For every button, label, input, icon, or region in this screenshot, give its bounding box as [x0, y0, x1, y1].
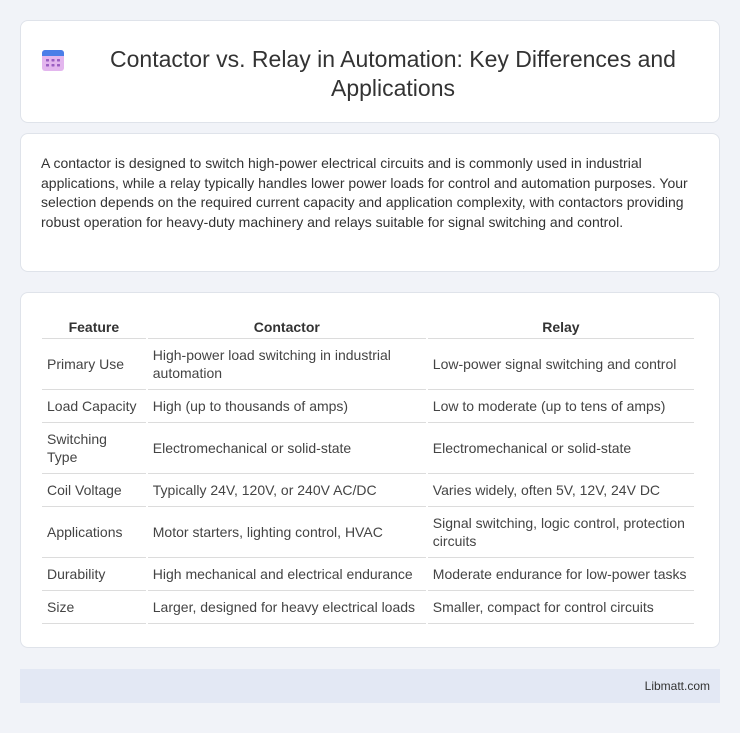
footer-brand-link[interactable]: Libmatt.com	[644, 679, 710, 693]
row-feature: Switching Type	[42, 423, 146, 474]
table-row	[42, 591, 694, 624]
row-contactor: High mechanical and electrical endurance	[148, 558, 426, 591]
header-relay: Relay	[428, 315, 694, 339]
header-card	[20, 20, 720, 123]
row-feature: Durability	[42, 558, 146, 591]
row-relay: Electromechanical or solid-state	[428, 423, 694, 474]
intro-card	[20, 133, 720, 272]
row-feature: Primary Use	[42, 339, 146, 390]
page-title: Contactor vs. Relay in Automation: Key Differences and Applications	[110, 46, 676, 101]
table-row	[42, 390, 694, 423]
row-feature: Size	[42, 591, 146, 624]
row-contactor: Motor starters, lighting control, HVAC	[148, 507, 426, 558]
row-feature: Applications	[42, 507, 146, 558]
footer	[20, 669, 720, 703]
table-row	[42, 558, 694, 591]
row-relay: Smaller, compact for control circuits	[428, 591, 694, 624]
table-row	[42, 339, 694, 390]
header-contactor: Contactor	[148, 315, 426, 339]
table-header-row	[42, 315, 694, 339]
row-contactor: High-power load switching in industrial automation	[148, 339, 426, 390]
calendar-icon	[41, 48, 65, 72]
row-feature: Coil Voltage	[42, 474, 146, 507]
header-feature: Feature	[42, 315, 146, 339]
row-relay: Signal switching, logic control, protection circuits	[428, 507, 694, 558]
row-relay: Low-power signal switching and control	[428, 339, 694, 390]
row-feature: Load Capacity	[42, 390, 146, 423]
comparison-card	[20, 292, 720, 648]
table-row	[42, 474, 694, 507]
row-relay: Varies widely, often 5V, 12V, 24V DC	[428, 474, 694, 507]
row-contactor: Electromechanical or solid-state	[148, 423, 426, 474]
row-contactor: Typically 24V, 120V, or 240V AC/DC	[148, 474, 426, 507]
row-relay: Low to moderate (up to tens of amps)	[428, 390, 694, 423]
table-row	[42, 423, 694, 474]
comparison-table	[40, 315, 696, 624]
row-relay: Moderate endurance for low-power tasks	[428, 558, 694, 591]
intro-paragraph: A contactor is designed to switch high-power electrical circuits and is commonly used in industrial applications, while a relay typically handles lower power loads for control and automation purposes. Your selection depends on the required current capacity and application complexity, with contactors providing robust operation for heavy-duty machinery and relays suitable for signal switching and control.	[41, 155, 688, 230]
row-contactor: High (up to thousands of amps)	[148, 390, 426, 423]
row-contactor: Larger, designed for heavy electrical loads	[148, 591, 426, 624]
table-row	[42, 507, 694, 558]
